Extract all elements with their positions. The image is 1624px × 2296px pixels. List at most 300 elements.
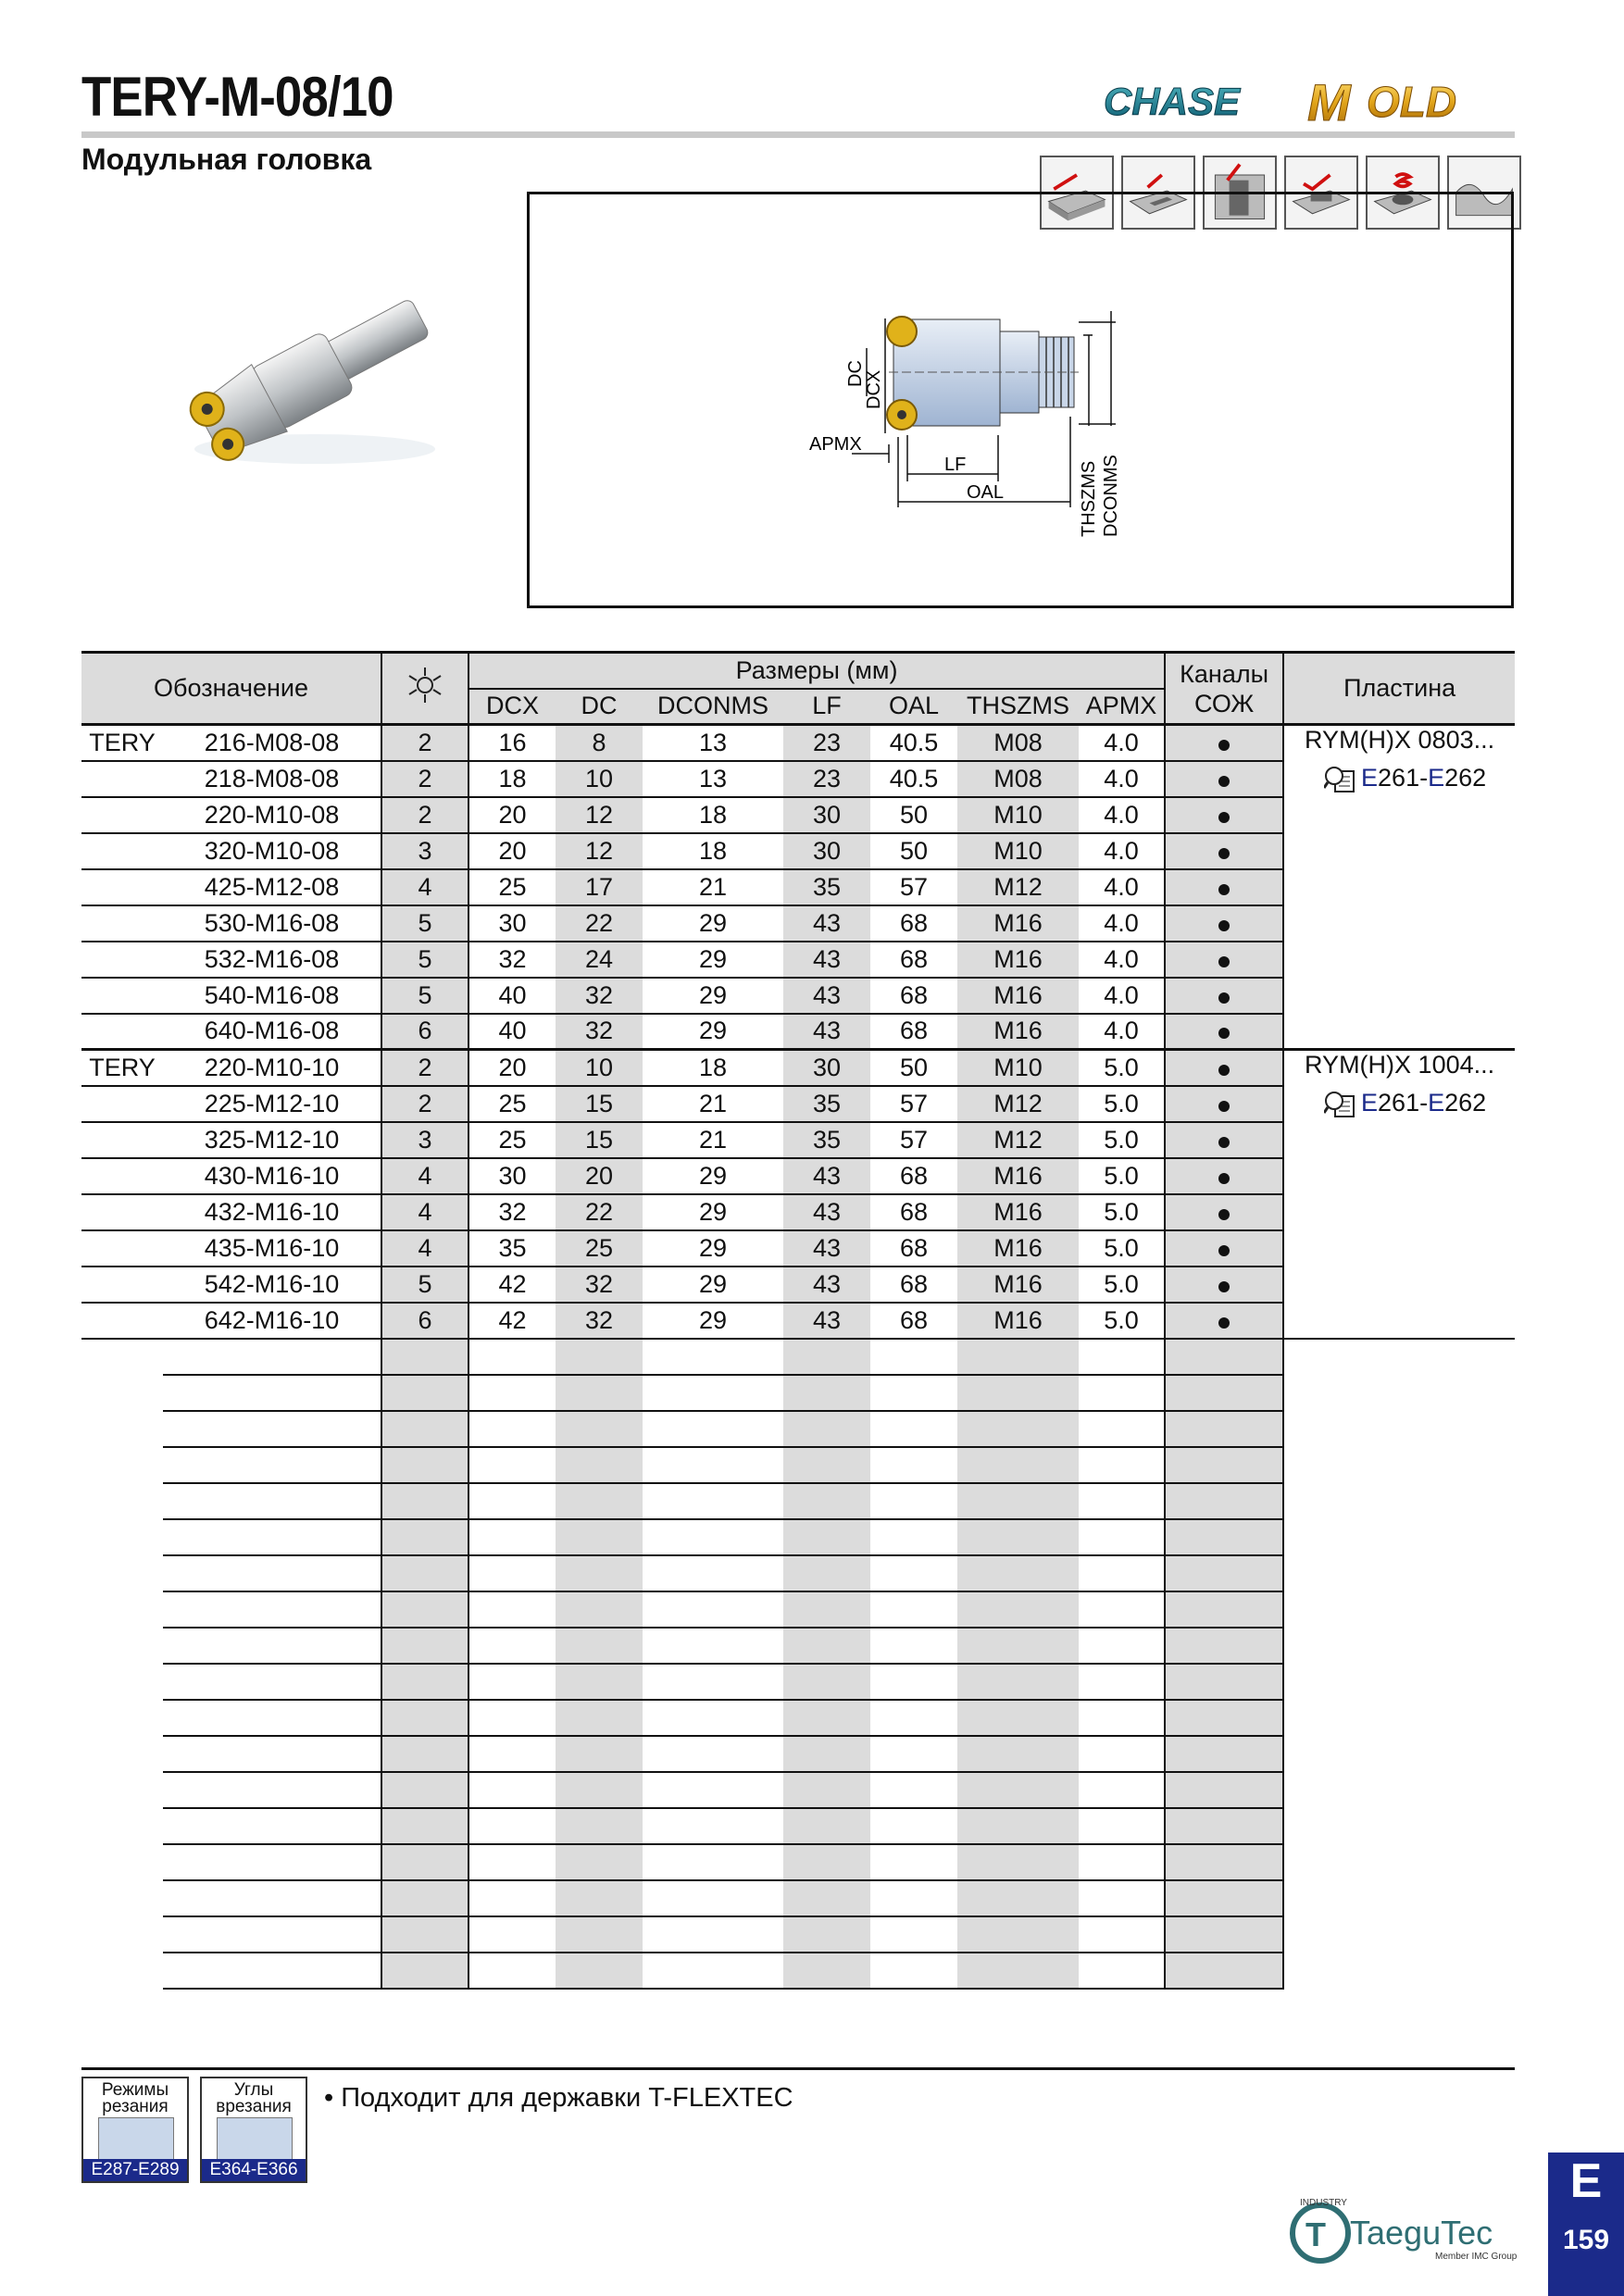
empty-cell	[957, 1700, 1079, 1736]
empty-cell	[556, 1483, 643, 1519]
designation-code: 220-M10-10	[163, 1050, 381, 1086]
empty-teeth-cell	[381, 1772, 468, 1808]
empty-row	[81, 1953, 1515, 1989]
empty-teeth-cell	[381, 1447, 468, 1483]
empty-cell	[870, 1375, 957, 1411]
empty-cell	[870, 1736, 957, 1772]
empty-designation-cell	[163, 1411, 381, 1447]
cell-oal: 68	[870, 1014, 957, 1050]
cell-lf: 23	[783, 761, 870, 797]
cell-lf: 35	[783, 1086, 870, 1122]
cell-dc: 12	[556, 797, 643, 833]
empty-cell	[468, 1844, 556, 1880]
empty-cell	[783, 1339, 870, 1375]
empty-row	[81, 1339, 1515, 1375]
empty-cell	[468, 1664, 556, 1700]
cell-dcx: 40	[468, 1014, 556, 1050]
empty-cell	[643, 1447, 783, 1483]
header-teeth	[381, 653, 468, 725]
cell-apmx: 4.0	[1079, 869, 1165, 905]
designation-prefix	[81, 761, 163, 797]
empty-cell	[556, 1700, 643, 1736]
empty-cell	[1079, 1339, 1165, 1375]
title-rule	[81, 131, 1515, 138]
cell-dcx: 42	[468, 1303, 556, 1339]
empty-cell	[870, 1880, 957, 1916]
empty-cell	[957, 1375, 1079, 1411]
empty-insert-cell	[1283, 1375, 1515, 1411]
coolant-cell	[1165, 833, 1283, 869]
cell-oal: 57	[870, 869, 957, 905]
empty-cell	[1079, 1411, 1165, 1447]
empty-prefix-cell	[81, 1880, 163, 1916]
empty-coolant-cell	[1165, 1339, 1283, 1375]
cell-dconms: 21	[643, 1086, 783, 1122]
empty-cell	[643, 1736, 783, 1772]
empty-cell	[643, 1483, 783, 1519]
header-dc: DC	[556, 689, 643, 725]
empty-cell	[556, 1916, 643, 1953]
teeth-count: 2	[381, 797, 468, 833]
empty-cell	[556, 1447, 643, 1483]
empty-cell	[1079, 1953, 1165, 1989]
svg-text:M: M	[1307, 73, 1351, 128]
designation-code: 325-M12-10	[163, 1122, 381, 1158]
empty-cell	[870, 1772, 957, 1808]
cell-dconms: 29	[643, 1158, 783, 1194]
empty-coolant-cell	[1165, 1953, 1283, 1989]
empty-designation-cell	[163, 1628, 381, 1664]
cell-apmx: 4.0	[1079, 761, 1165, 797]
empty-designation-cell	[163, 1844, 381, 1880]
teeth-count: 6	[381, 1303, 468, 1339]
empty-prefix-cell	[81, 1953, 163, 1989]
teeth-count: 5	[381, 942, 468, 978]
empty-teeth-cell	[381, 1339, 468, 1375]
insert-name: RYM(H)X 1004...	[1305, 1051, 1495, 1079]
coolant-dot-icon	[1218, 992, 1230, 1004]
cell-dc: 32	[556, 1267, 643, 1303]
cell-lf: 43	[783, 1230, 870, 1267]
cell-oal: 68	[870, 905, 957, 942]
empty-designation-cell	[163, 1664, 381, 1700]
cell-dconms: 29	[643, 1014, 783, 1050]
coolant-cell	[1165, 761, 1283, 797]
empty-cell	[643, 1519, 783, 1555]
cell-oal: 68	[870, 1267, 957, 1303]
cell-thszms: M10	[957, 833, 1079, 869]
empty-cell	[643, 1953, 783, 1989]
cell-dcx: 35	[468, 1230, 556, 1267]
empty-cell	[870, 1555, 957, 1591]
header-designation: Обозначение	[81, 653, 381, 725]
cell-dc: 24	[556, 942, 643, 978]
ramping-angles-label: Углы врезания	[216, 2080, 292, 2116]
empty-prefix-cell	[81, 1808, 163, 1844]
cell-thszms: M08	[957, 725, 1079, 761]
insert-ref-link[interactable]: E261-E262	[1295, 1089, 1515, 1118]
empty-insert-cell	[1283, 1591, 1515, 1628]
empty-cell	[957, 1555, 1079, 1591]
empty-prefix-cell	[81, 1447, 163, 1483]
empty-cell	[556, 1591, 643, 1628]
teeth-count: 2	[381, 1050, 468, 1086]
empty-designation-cell	[163, 1375, 381, 1411]
empty-cell	[643, 1916, 783, 1953]
cell-dcx: 20	[468, 1050, 556, 1086]
empty-teeth-cell	[381, 1808, 468, 1844]
empty-teeth-cell	[381, 1591, 468, 1628]
empty-designation-cell	[163, 1953, 381, 1989]
chasemold-logo	[1098, 72, 1517, 128]
coolant-cell	[1165, 1303, 1283, 1339]
teeth-count: 4	[381, 1158, 468, 1194]
designation-prefix	[81, 1158, 163, 1194]
insert-ref-to: E262	[1428, 764, 1487, 792]
publisher-name: TaeguTec	[1350, 2214, 1493, 2252]
empty-coolant-cell	[1165, 1591, 1283, 1628]
cell-thszms: M10	[957, 1050, 1079, 1086]
empty-cell	[783, 1591, 870, 1628]
empty-prefix-cell	[81, 1591, 163, 1628]
page-number: 159	[1562, 2225, 1610, 2255]
empty-cell	[1079, 1844, 1165, 1880]
empty-insert-cell	[1283, 1772, 1515, 1808]
designation-prefix	[81, 1014, 163, 1050]
cell-dc: 10	[556, 1050, 643, 1086]
cell-oal: 40.5	[870, 725, 957, 761]
empty-cell	[1079, 1700, 1165, 1736]
empty-prefix-cell	[81, 1628, 163, 1664]
cell-lf: 30	[783, 1050, 870, 1086]
footer-rule	[81, 2067, 1515, 2070]
cell-dconms: 29	[643, 942, 783, 978]
empty-cell	[783, 1411, 870, 1447]
designation-code: 216-M08-08	[163, 725, 381, 761]
designation-prefix	[81, 942, 163, 978]
cell-dc: 32	[556, 978, 643, 1014]
cell-lf: 43	[783, 978, 870, 1014]
coolant-cell	[1165, 905, 1283, 942]
header-insert: Пластина	[1283, 653, 1515, 725]
empty-cell	[468, 1375, 556, 1411]
empty-teeth-cell	[381, 1519, 468, 1555]
cell-thszms: M16	[957, 1230, 1079, 1267]
cell-lf: 30	[783, 797, 870, 833]
empty-row	[81, 1808, 1515, 1844]
cell-thszms: M16	[957, 1158, 1079, 1194]
empty-cell	[643, 1411, 783, 1447]
designation-code: 540-M16-08	[163, 978, 381, 1014]
teeth-count: 4	[381, 869, 468, 905]
empty-insert-cell	[1283, 1880, 1515, 1916]
designation-prefix	[81, 978, 163, 1014]
empty-teeth-cell	[381, 1555, 468, 1591]
cell-lf: 43	[783, 1158, 870, 1194]
section-tab	[1548, 2152, 1624, 2296]
insert-ref-from: E261	[1361, 1089, 1420, 1117]
empty-cell	[468, 1736, 556, 1772]
empty-cell	[957, 1844, 1079, 1880]
coolant-dot-icon	[1218, 1173, 1230, 1184]
empty-cell	[468, 1880, 556, 1916]
empty-cell	[643, 1880, 783, 1916]
empty-coolant-cell	[1165, 1447, 1283, 1483]
empty-cell	[870, 1591, 957, 1628]
empty-insert-cell	[1283, 1519, 1515, 1555]
cell-thszms: M16	[957, 942, 1079, 978]
cell-dconms: 21	[643, 1122, 783, 1158]
cell-oal: 40.5	[870, 761, 957, 797]
cell-lf: 35	[783, 869, 870, 905]
cell-lf: 43	[783, 1194, 870, 1230]
cell-dconms: 29	[643, 1194, 783, 1230]
insert-cell	[1283, 725, 1515, 1050]
insert-ref-link[interactable]: E261-E262	[1295, 764, 1515, 793]
empty-insert-cell	[1283, 1483, 1515, 1519]
teeth-count: 3	[381, 833, 468, 869]
cell-apmx: 4.0	[1079, 942, 1165, 978]
empty-cell	[468, 1700, 556, 1736]
cutting-conditions-link[interactable]	[81, 2077, 189, 2183]
designation-prefix: TERY	[81, 725, 163, 761]
empty-cell	[870, 1953, 957, 1989]
empty-cell	[1079, 1880, 1165, 1916]
empty-cell	[556, 1772, 643, 1808]
designation-prefix	[81, 1086, 163, 1122]
empty-coolant-cell	[1165, 1483, 1283, 1519]
insert-ref-from: E261	[1361, 764, 1420, 792]
empty-prefix-cell	[81, 1519, 163, 1555]
empty-cell	[957, 1591, 1079, 1628]
cell-dc: 8	[556, 725, 643, 761]
empty-cell	[643, 1844, 783, 1880]
empty-prefix-cell	[81, 1411, 163, 1447]
empty-insert-cell	[1283, 1664, 1515, 1700]
empty-cell	[643, 1664, 783, 1700]
cell-dc: 32	[556, 1014, 643, 1050]
coolant-dot-icon	[1218, 1281, 1230, 1292]
empty-designation-cell	[163, 1483, 381, 1519]
label-dc: DC	[845, 360, 866, 387]
designation-code: 225-M12-10	[163, 1086, 381, 1122]
coolant-dot-icon	[1218, 740, 1230, 751]
empty-cell	[783, 1628, 870, 1664]
empty-coolant-cell	[1165, 1375, 1283, 1411]
cell-thszms: M16	[957, 1194, 1079, 1230]
teeth-count: 4	[381, 1194, 468, 1230]
empty-coolant-cell	[1165, 1700, 1283, 1736]
empty-row	[81, 1664, 1515, 1700]
cell-dc: 15	[556, 1086, 643, 1122]
cell-lf: 43	[783, 1014, 870, 1050]
empty-cell	[468, 1916, 556, 1953]
cell-apmx: 4.0	[1079, 725, 1165, 761]
designation-code: 218-M08-08	[163, 761, 381, 797]
cell-oal: 68	[870, 1194, 957, 1230]
empty-cell	[783, 1483, 870, 1519]
designation-prefix: TERY	[81, 1050, 163, 1086]
cell-thszms: M12	[957, 869, 1079, 905]
cutting-conditions-pages: E287-E289	[83, 2159, 187, 2181]
cell-apmx: 5.0	[1079, 1158, 1165, 1194]
empty-coolant-cell	[1165, 1844, 1283, 1880]
coolant-dot-icon	[1218, 1209, 1230, 1220]
empty-cell	[870, 1447, 957, 1483]
empty-cell	[783, 1880, 870, 1916]
empty-cell	[957, 1808, 1079, 1844]
empty-designation-cell	[163, 1736, 381, 1772]
coolant-cell	[1165, 1158, 1283, 1194]
empty-teeth-cell	[381, 1411, 468, 1447]
empty-cell	[1079, 1519, 1165, 1555]
cell-oal: 68	[870, 1230, 957, 1267]
coolant-dot-icon	[1218, 1245, 1230, 1256]
empty-prefix-cell	[81, 1700, 163, 1736]
empty-insert-cell	[1283, 1628, 1515, 1664]
empty-cell	[556, 1339, 643, 1375]
empty-cell	[643, 1591, 783, 1628]
coolant-cell	[1165, 1267, 1283, 1303]
empty-row	[81, 1700, 1515, 1736]
empty-row	[81, 1519, 1515, 1555]
empty-cell	[468, 1339, 556, 1375]
empty-insert-cell	[1283, 1700, 1515, 1736]
coolant-dot-icon	[1218, 812, 1230, 823]
empty-cell	[957, 1772, 1079, 1808]
insert-ref-to: E262	[1428, 1089, 1487, 1117]
empty-cell	[783, 1555, 870, 1591]
cell-apmx: 4.0	[1079, 905, 1165, 942]
empty-cell	[783, 1844, 870, 1880]
empty-teeth-cell	[381, 1375, 468, 1411]
empty-designation-cell	[163, 1519, 381, 1555]
empty-row	[81, 1736, 1515, 1772]
header-dconms: DCONMS	[643, 689, 783, 725]
cell-thszms: M12	[957, 1086, 1079, 1122]
empty-teeth-cell	[381, 1628, 468, 1664]
empty-cell	[556, 1808, 643, 1844]
taegutec-logo	[1287, 2194, 1518, 2268]
page-title: TERY-M-08/10	[81, 66, 394, 128]
empty-designation-cell	[163, 1339, 381, 1375]
cell-dcx: 25	[468, 869, 556, 905]
empty-coolant-cell	[1165, 1628, 1283, 1664]
teeth-count: 2	[381, 1086, 468, 1122]
cell-dcx: 20	[468, 833, 556, 869]
empty-cell	[957, 1339, 1079, 1375]
empty-cell	[957, 1411, 1079, 1447]
empty-cell	[556, 1375, 643, 1411]
tool-photo	[176, 264, 444, 477]
ramping-angles-link[interactable]	[200, 2077, 307, 2183]
cell-lf: 23	[783, 725, 870, 761]
teeth-count: 3	[381, 1122, 468, 1158]
empty-cell	[957, 1736, 1079, 1772]
cell-dconms: 18	[643, 1050, 783, 1086]
cell-dcx: 32	[468, 1194, 556, 1230]
cell-thszms: M16	[957, 1267, 1079, 1303]
empty-cell	[468, 1555, 556, 1591]
coolant-dot-icon	[1218, 884, 1230, 895]
empty-cell	[643, 1628, 783, 1664]
cell-dcx: 20	[468, 797, 556, 833]
empty-teeth-cell	[381, 1844, 468, 1880]
cell-lf: 43	[783, 942, 870, 978]
empty-cell	[957, 1916, 1079, 1953]
cell-thszms: M16	[957, 978, 1079, 1014]
teeth-count: 2	[381, 761, 468, 797]
cell-oal: 57	[870, 1122, 957, 1158]
empty-insert-cell	[1283, 1411, 1515, 1447]
cell-oal: 50	[870, 833, 957, 869]
empty-insert-cell	[1283, 1736, 1515, 1772]
table-row	[81, 725, 1515, 761]
cell-dc: 12	[556, 833, 643, 869]
cell-thszms: M16	[957, 905, 1079, 942]
cell-dcx: 25	[468, 1122, 556, 1158]
empty-cell	[556, 1411, 643, 1447]
empty-prefix-cell	[81, 1375, 163, 1411]
cell-dconms: 29	[643, 1303, 783, 1339]
empty-row	[81, 1591, 1515, 1628]
empty-cell	[1079, 1736, 1165, 1772]
empty-prefix-cell	[81, 1555, 163, 1591]
cell-dc: 10	[556, 761, 643, 797]
cell-oal: 68	[870, 1303, 957, 1339]
designation-prefix	[81, 1230, 163, 1267]
publisher-top-text: INDUSTRY	[1300, 2198, 1347, 2208]
cell-dcx: 30	[468, 905, 556, 942]
coolant-dot-icon	[1218, 920, 1230, 931]
designation-prefix	[81, 1267, 163, 1303]
teeth-count: 2	[381, 725, 468, 761]
coolant-dot-icon	[1218, 848, 1230, 859]
coolant-cell	[1165, 1194, 1283, 1230]
header-lf: LF	[783, 689, 870, 725]
empty-row	[81, 1628, 1515, 1664]
empty-cell	[468, 1519, 556, 1555]
empty-designation-cell	[163, 1916, 381, 1953]
cell-dconms: 29	[643, 978, 783, 1014]
empty-coolant-cell	[1165, 1664, 1283, 1700]
empty-cell	[783, 1736, 870, 1772]
empty-cell	[957, 1664, 1079, 1700]
empty-cell	[957, 1519, 1079, 1555]
empty-cell	[468, 1447, 556, 1483]
designation-code: 530-M16-08	[163, 905, 381, 942]
cutting-conditions-label: Режимы резания	[101, 2080, 169, 2116]
cell-apmx: 4.0	[1079, 797, 1165, 833]
empty-row	[81, 1411, 1515, 1447]
header-coolant: Каналы СОЖ	[1165, 653, 1283, 725]
designation-prefix	[81, 1303, 163, 1339]
empty-designation-cell	[163, 1555, 381, 1591]
cell-apmx: 4.0	[1079, 833, 1165, 869]
empty-teeth-cell	[381, 1880, 468, 1916]
coolant-cell	[1165, 1050, 1283, 1086]
empty-cell	[643, 1808, 783, 1844]
table-row	[81, 1050, 1515, 1086]
coolant-dot-icon	[1218, 1317, 1230, 1329]
cell-lf: 43	[783, 1303, 870, 1339]
empty-cell	[1079, 1591, 1165, 1628]
cell-dconms: 29	[643, 905, 783, 942]
cell-dconms: 29	[643, 1267, 783, 1303]
label-dcx: DCX	[864, 369, 884, 409]
coolant-dot-icon	[1218, 1137, 1230, 1148]
empty-cell	[783, 1808, 870, 1844]
